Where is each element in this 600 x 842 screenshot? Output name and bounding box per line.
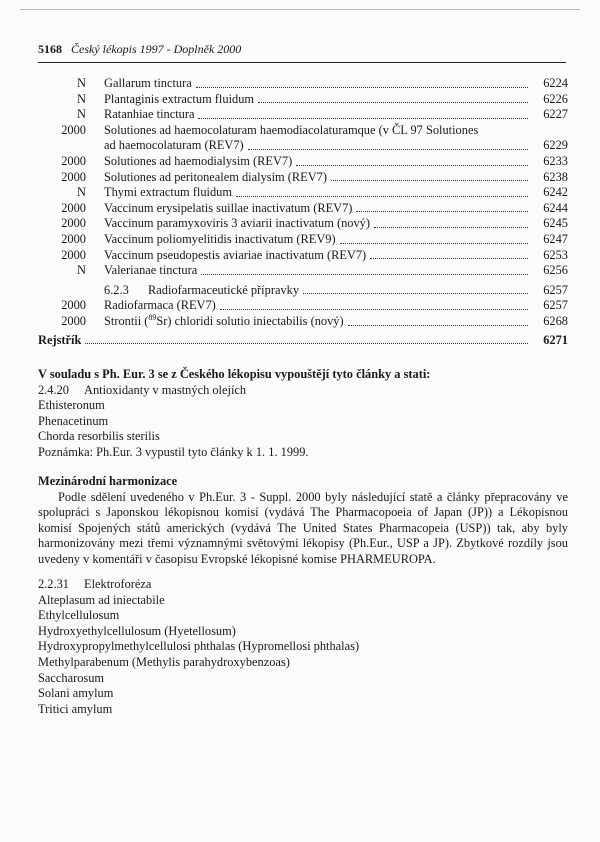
toc-title: Vaccinum paramyxoviris 3 aviarii inactivatum (nový) bbox=[104, 216, 370, 231]
harmonization-heading: Mezinárodní harmonizace bbox=[38, 474, 178, 488]
toc-title: Vaccinum poliomyelitidis inactivatum (REV9) bbox=[104, 231, 336, 246]
harmonization-section bbox=[38, 474, 568, 568]
toc-year: N bbox=[77, 185, 86, 200]
toc-title: Solutiones ad haemocolaturam haemodiacolaturamque (v ČL 97 Solutiones bbox=[104, 122, 479, 137]
section-title: Elektroforéza bbox=[84, 577, 152, 591]
list-item: Hydroxyethylcellulosum (Hyetellosum) bbox=[38, 623, 236, 638]
leader-dots bbox=[331, 180, 528, 181]
toc-row bbox=[38, 123, 568, 139]
toc-year: 2000 bbox=[61, 231, 86, 246]
harmonization-paragraph: Podle sdělení uvedeného v Ph.Eur. 3 - Suppl. 2000 byly následující statě a články přepracovány ve spolupráci s Japonskou lékopisnou komisí (vydává The Pharmacopoeia of Japan (JP)) a Lékopisnou komisí Spojených států amerických (vydává The United States Pharmacopeia (USP)) tak, aby byly harmonizovány mezi třemi významnými světovými lékopisy (Ph.Eur., USP a JP). Zbytkové rozdíly jsou uvedeny v komentáři v časopisu Evropské lékopisné komise PHARMEUROPA. bbox=[38, 489, 568, 566]
harmonized-first-item bbox=[38, 577, 568, 593]
page-number: 5168 bbox=[38, 42, 62, 56]
toc-page: 6233 bbox=[543, 153, 568, 168]
toc-page: 6227 bbox=[543, 107, 568, 122]
toc-year: 2000 bbox=[61, 216, 86, 231]
toc-row bbox=[38, 185, 568, 201]
toc-title: Plantaginis extractum fluidum bbox=[104, 91, 255, 106]
leader-dots bbox=[236, 196, 528, 197]
leader-dots bbox=[258, 102, 528, 103]
running-header bbox=[38, 42, 558, 60]
list-item: Alteplasum ad iniectabile bbox=[38, 592, 165, 607]
register-page: 6271 bbox=[543, 333, 568, 347]
toc-year: 2000 bbox=[61, 169, 86, 184]
harmonized-list bbox=[38, 593, 568, 718]
leader-dots bbox=[374, 227, 528, 228]
toc-page: 6224 bbox=[543, 76, 568, 90]
leader-dots bbox=[85, 343, 528, 344]
toc-row bbox=[38, 216, 568, 232]
toc-year: 2000 bbox=[61, 122, 86, 137]
subsection-number: 6.2.3 bbox=[104, 282, 129, 297]
list-item: Chorda resorbilis sterilis bbox=[38, 429, 160, 444]
toc-page: 6238 bbox=[543, 169, 568, 184]
toc-title: Radiofarmaca (REV7) bbox=[104, 298, 216, 313]
section-number: 2.2.31 bbox=[38, 577, 69, 591]
toc-year: 2000 bbox=[61, 153, 86, 168]
toc-title: Solutiones ad haemodialysim (REV7) bbox=[104, 153, 293, 168]
leader-dots bbox=[248, 149, 528, 150]
toc-subsection-row bbox=[38, 283, 568, 299]
toc-title: Vaccinum pseudopestis aviariae inactivatum (REV7) bbox=[104, 247, 367, 262]
toc-row bbox=[38, 138, 568, 154]
leader-dots bbox=[196, 87, 528, 88]
toc-row bbox=[38, 154, 568, 170]
list-item: Ethisteronum bbox=[38, 398, 105, 413]
removed-list bbox=[38, 398, 568, 445]
publication-title: Český lékopis 1997 - Doplněk 2000 bbox=[71, 42, 242, 56]
list-item: Saccharosum bbox=[38, 670, 105, 685]
subsection-title: Radiofarmaceutické přípravky bbox=[148, 282, 300, 297]
toc-title: Valerianae tinctura bbox=[104, 263, 198, 278]
toc-row bbox=[38, 314, 568, 330]
leader-dots bbox=[296, 165, 528, 166]
toc-row bbox=[38, 232, 568, 248]
removed-section bbox=[38, 367, 568, 461]
toc-page: 6253 bbox=[543, 247, 568, 262]
register-entry bbox=[38, 332, 568, 348]
list-item: Hydroxypropylmethylcellulosi phthalas (Hypromellosi phthalas) bbox=[38, 639, 360, 654]
removed-heading: V souladu s Ph. Eur. 3 se z Českého lékopisu vypouštějí tyto články a stati: bbox=[38, 367, 431, 381]
toc-page: 6247 bbox=[543, 231, 568, 246]
toc-row bbox=[38, 170, 568, 186]
leader-dots bbox=[348, 325, 528, 326]
section-number: 2.4.20 bbox=[38, 382, 69, 397]
toc-title: Gallarum tinctura bbox=[104, 76, 192, 90]
section-title: Antioxidanty v mastných olejích bbox=[84, 382, 247, 397]
list-item: Ethylcellulosum bbox=[38, 608, 120, 623]
toc-year: 2000 bbox=[61, 298, 86, 313]
toc-page: 6268 bbox=[543, 313, 568, 328]
toc-title: ad haemocolaturam (REV7) bbox=[104, 138, 244, 153]
register-label: Rejstřík bbox=[38, 333, 82, 347]
toc-year: N bbox=[77, 107, 86, 122]
header-rule bbox=[38, 62, 566, 63]
toc-row bbox=[38, 248, 568, 264]
toc-title: Solutiones ad peritonealem dialysim (REV7) bbox=[104, 169, 327, 184]
leader-dots bbox=[340, 243, 528, 244]
toc-row bbox=[38, 107, 568, 123]
scan-edge-line bbox=[20, 9, 580, 10]
table-of-contents bbox=[38, 76, 568, 330]
toc-row bbox=[38, 201, 568, 217]
list-item: Phenacetinum bbox=[38, 413, 109, 428]
harmonized-list-section bbox=[38, 577, 568, 717]
leader-dots bbox=[356, 211, 528, 212]
toc-year: 2000 bbox=[61, 313, 86, 328]
subsection-heading bbox=[104, 283, 299, 299]
toc-page: 6245 bbox=[543, 216, 568, 231]
removed-first-item bbox=[38, 383, 568, 399]
toc-page: 6226 bbox=[543, 91, 568, 106]
removed-note: Poznámka: Ph.Eur. 3 vypustil tyto články k 1. 1. 1999. bbox=[38, 444, 309, 459]
toc-year: N bbox=[77, 76, 86, 90]
toc-year: 2000 bbox=[61, 200, 86, 215]
toc-year: N bbox=[77, 263, 86, 278]
toc-title: Thymi extractum fluidum bbox=[104, 185, 233, 200]
toc-page: 6242 bbox=[543, 185, 568, 200]
leader-dots bbox=[201, 274, 528, 275]
toc-row bbox=[38, 92, 568, 108]
toc-year: 2000 bbox=[61, 247, 86, 262]
toc-row bbox=[38, 76, 568, 92]
list-item: Tritici amylum bbox=[38, 701, 113, 716]
list-item: Solani amylum bbox=[38, 686, 114, 701]
list-item: Methylparabenum (Methylis parahydroxybenzoas) bbox=[38, 654, 290, 669]
toc-title: Vaccinum erysipelatis suillae inactivatum (REV7) bbox=[104, 200, 353, 215]
isotope-superscript: 89 bbox=[148, 312, 157, 322]
toc-page: 6257 bbox=[543, 282, 568, 297]
toc-page: 6244 bbox=[543, 200, 568, 215]
toc-year: N bbox=[77, 91, 86, 106]
toc-page: 6229 bbox=[543, 138, 568, 153]
toc-page: 6256 bbox=[543, 263, 568, 278]
leader-dots bbox=[303, 293, 528, 294]
toc-title: Ratanhiae tinctura bbox=[104, 107, 195, 122]
leader-dots bbox=[370, 258, 528, 259]
toc-title: Strontii ($^{89}$Sr) chloridi solutio iniectabilis (nový) bbox=[104, 312, 344, 328]
toc-page: 6257 bbox=[543, 298, 568, 313]
toc-row bbox=[38, 263, 568, 279]
leader-dots bbox=[198, 118, 528, 119]
